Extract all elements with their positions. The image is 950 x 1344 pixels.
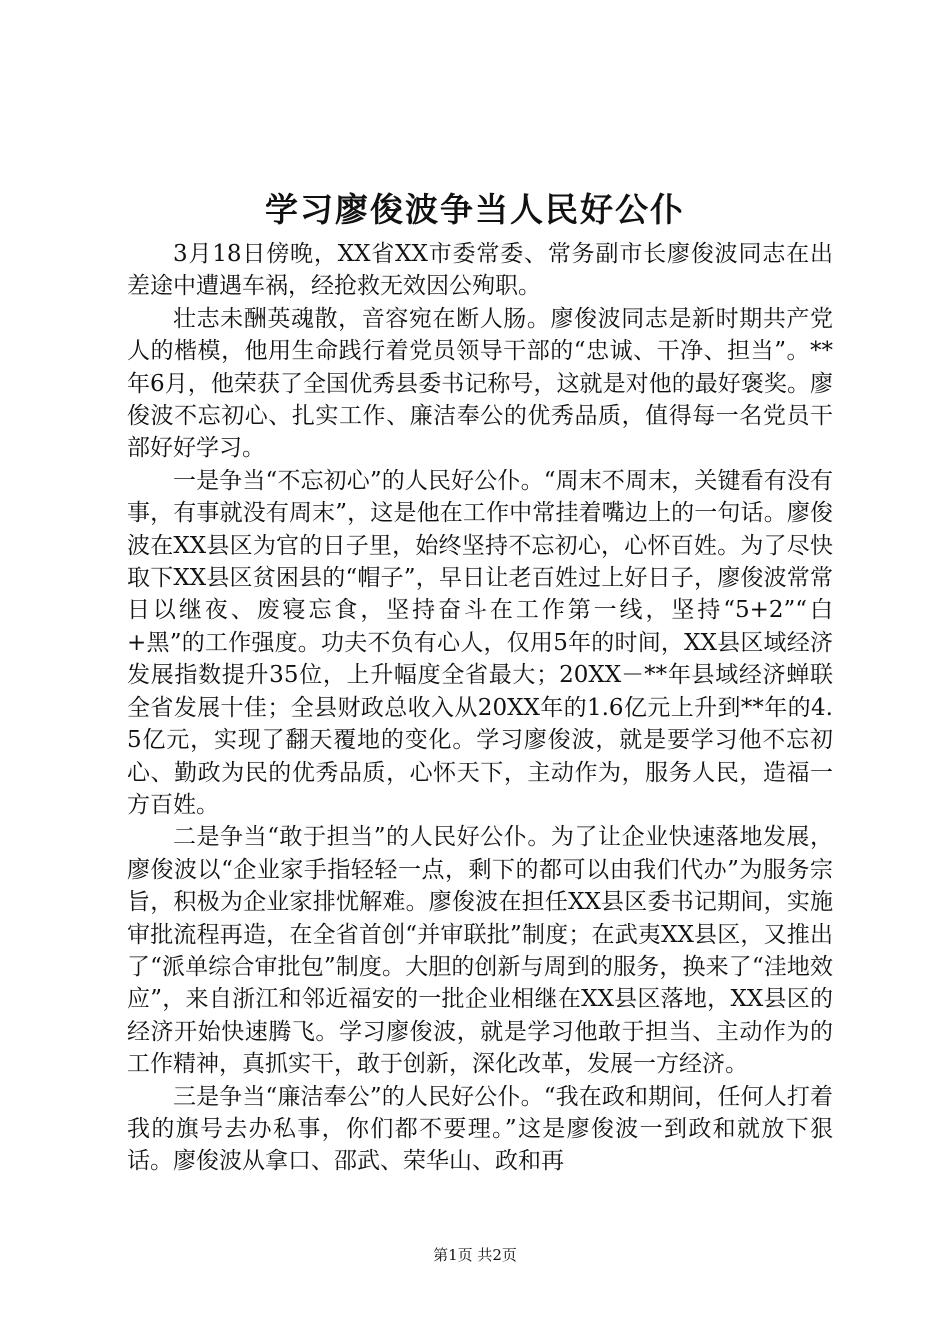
paragraph-point-two: 二是争当“敢于担当”的人民好公仆。为了让企业快速落地发展，廖俊波以“企业家手指轻轻一点，剩下的都可以由我们代办”为服务宗旨，积极为企业家排忧解难。廖俊波在担任XX县区委书记期间，实施审批流程再造，在全省首创“并审联批”制度；在武夷XX县区，又推出了“派单综合审批包”制度。大胆的创新与周到的服务，换来了“洼地效应”，来自浙江和邻近福安的一批企业相继在XX县区落地，XX县区的经济开始快速腾飞。学习廖俊波，就是学习他敢于担当、主动作为的工作精神，真抓实干，敢于创新，深化改革，发展一方经济。	[127, 824, 833, 1078]
paragraph-intro: 3月18日傍晚，XX省XX市委常委、常务副市长廖俊波同志在出差途中遭遇车祸，经抢救无效因公殉职。	[127, 241, 833, 300]
document-body	[127, 238, 833, 1178]
paragraph-tribute: 壮志未酬英魂散，音容宛在断人肠。廖俊波同志是新时期共产党人的楷模，他用生命践行着党员领导干部的“忠诚、干净、担当”。**年6月，他荣获了全国优秀县委书记称号，这就是对他的最好褒奖。廖俊波不忘初心、扎实工作、廉洁奉公的优秀品质，值得每一名党员干部好好学习。	[127, 305, 833, 462]
document-title: 学习廖俊波争当人民好公仆	[265, 190, 685, 229]
page-number-footer: 第1页 共2页	[433, 1246, 517, 1264]
paragraph-point-three: 三是争当“廉洁奉公”的人民好公仆。“我在政和期间，任何人打着我的旗号去办私事，你们都不要理。”这是廖俊波一到政和就放下狠话。廖俊波从拿口、邵武、荣华山、政和再	[127, 1083, 833, 1175]
paragraph-point-one: 一是争当“不忘初心”的人民好公仆。“周末不周末，关键看有没有事，有事就没有周末”，这是他在工作中常挂着嘴边上的一句话。廖俊波在XX县区为官的日子里，始终坚持不忘初心，心怀百姓。为了尽快取下XX县区贫困县的“帽子”，早日让老百姓过上好日子，廖俊波常常日以继夜、废寝忘食，坚持奋斗在工作第一线，坚持“5+2”“白+黑”的工作强度。功夫不负有心人，仅用5年的时间，XX县区域经济发展指数提升35位，上升幅度全省最大；20XX－**年县域经济蝉联全省发展十佳；全县财政总收入从20XX年的1.6亿元上升到**年的4.5亿元，实现了翻天覆地的变化。学习廖俊波，就是要学习他不忘初心、勤政为民的优秀品质，心怀天下，主动作为，服务人民，造福一方百姓。	[127, 467, 834, 818]
